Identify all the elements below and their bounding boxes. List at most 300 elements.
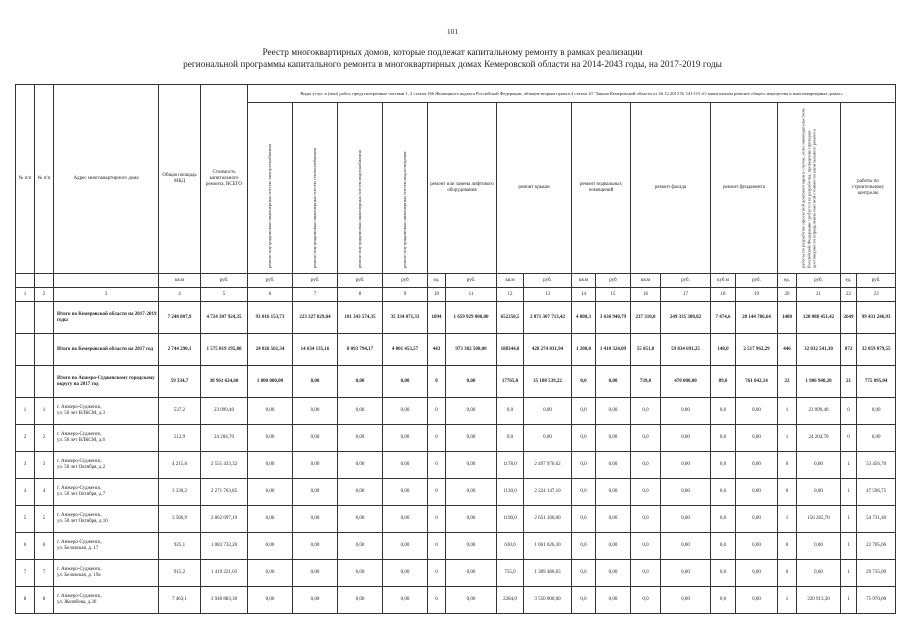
row-cell: 0,00	[736, 506, 778, 533]
row-cell: 0,00	[736, 425, 778, 452]
total-cell: 872	[841, 334, 857, 366]
total-cell: 1 410 324,09	[596, 334, 631, 366]
row-cell: 0,0	[631, 479, 661, 506]
register-table	[15, 84, 896, 614]
row-cell: 0,00	[596, 506, 631, 533]
row-cell: 0	[841, 425, 857, 452]
row-cell: 0,00	[293, 425, 338, 452]
header-foundation: ремонт фундамента	[711, 103, 778, 274]
row-cell: 0,0	[711, 560, 736, 587]
column-number: 8	[338, 288, 383, 302]
header-heating: ремонт внутридомовых инженерных систем теплоснабжения	[293, 103, 338, 274]
total-cell: 470 000,00	[661, 366, 711, 398]
row-cell: 53 456,70	[857, 452, 896, 479]
total-cell: 0,0	[572, 366, 596, 398]
row-number-2: 8	[35, 587, 54, 614]
total-cell: 55 051,8	[631, 334, 661, 366]
unit-cell: руб.	[524, 274, 572, 288]
row-cell: 2 271 763,85	[201, 479, 248, 506]
row-cell: 0,00	[661, 533, 711, 560]
row-cell: 0,00	[661, 398, 711, 425]
row-address	[54, 587, 159, 614]
total-cell: 4 800,3	[572, 302, 596, 334]
row-cell: 0,00	[293, 587, 338, 614]
total-cell: 761 042,14	[736, 366, 778, 398]
row-number: 4	[16, 479, 35, 506]
total-cell: 0	[428, 366, 446, 398]
total-row	[16, 302, 896, 334]
row-number: 1	[16, 398, 35, 425]
total-cell: 32 059 079,55	[857, 334, 896, 366]
row-cell: 0,00	[248, 452, 293, 479]
row-cell: 0,00	[797, 533, 841, 560]
header-cost: Стоимость капитального ремонта, ВСЕГО	[201, 85, 248, 274]
row-cell: 0,00	[383, 533, 428, 560]
row-cell: 0,00	[338, 452, 383, 479]
row-cell: 0,00	[248, 398, 293, 425]
row-cell: 4 215,8	[159, 452, 201, 479]
row-cell: 0,00	[446, 533, 497, 560]
row-address-city: г. Анжеро-Судженск,	[57, 432, 102, 437]
row-address-city: г. Анжеро-Судженск,	[57, 594, 102, 599]
row-cell: 0,0	[497, 398, 524, 425]
total-cell: 89,0	[711, 366, 736, 398]
column-number: 5	[201, 288, 248, 302]
column-number: 18	[711, 288, 736, 302]
row-cell: 0	[778, 533, 797, 560]
row-cell: 915,2	[159, 560, 201, 587]
row-cell: 1178,0	[497, 452, 524, 479]
unit-cell: руб.	[338, 274, 383, 288]
total-cell: 4 724 307 924,35	[201, 302, 248, 334]
row-number-2: 3	[35, 452, 54, 479]
column-number: 21	[797, 288, 841, 302]
row-number: 3	[16, 452, 35, 479]
row-cell: 0,00	[661, 560, 711, 587]
row-cell: 1 419 221,03	[201, 560, 248, 587]
row-cell: 0,0	[711, 533, 736, 560]
total-cell: 1094	[428, 302, 446, 334]
row-cell: 0,00	[338, 560, 383, 587]
row-cell: 0,0	[711, 398, 736, 425]
row-cell: 0,00	[736, 398, 778, 425]
column-number: 7	[293, 288, 338, 302]
row-cell: 0	[428, 560, 446, 587]
row-cell: 2 551 433,32	[201, 452, 248, 479]
row-cell: 0,00	[446, 560, 497, 587]
row-cell: 1	[778, 425, 797, 452]
row-cell: 0,00	[248, 587, 293, 614]
header-basement: ремонт подвальных помещений	[572, 103, 631, 274]
row-number-2: 7	[35, 560, 54, 587]
row-cell: 0,00	[736, 533, 778, 560]
row-cell: 0,00	[446, 587, 497, 614]
row-cell: 0,00	[338, 587, 383, 614]
header-works-group: Виды услуг и (или) работ, предусмотренные частями 1, 2 статьи 166 Жилищного кодекса Российской Федерации, абзацем вторым пункта 4 статьи 10 "Закона Кемеровской области от 26.12.2013 № 141-ОЗ «О капитальном ремонте общего имущества в многоквартирных домах»	[248, 85, 896, 103]
row-cell: 0,00	[383, 560, 428, 587]
total-cell: 739,0	[631, 366, 661, 398]
row-cell: 0,00	[248, 533, 293, 560]
total-cell: 2 071 307 713,42	[524, 302, 572, 334]
page-title	[0, 47, 905, 71]
total-cell: 223 327 829,04	[293, 302, 338, 334]
row-cell: 0,00	[797, 560, 841, 587]
unit-cell: ед.	[428, 274, 446, 288]
row-cell: 0,00	[383, 506, 428, 533]
column-number: 2	[35, 288, 54, 302]
total-label: Итого по Кемеровской области на 2017-2019 годы	[54, 302, 159, 334]
row-cell: 0,0	[631, 587, 661, 614]
total-cell: 93 016 153,73	[248, 302, 293, 334]
header-electric: ремонт внутридомовых инженерных систем электроснабжения	[248, 103, 293, 274]
row-cell: 0,0	[711, 479, 736, 506]
row-address	[54, 506, 159, 533]
total-cell: 35 188 539,22	[524, 366, 572, 398]
row-cell: 0,00	[596, 587, 631, 614]
row-cell: 0,0	[711, 452, 736, 479]
row-number: 5	[16, 506, 35, 533]
header-design-docs: работы по разработке проектной документации в случае, если законодательством Российской Федерации требуется ее разработка, проведение проверки достоверности определения сметной стоимости капитального ремонта	[778, 103, 841, 274]
total-cell: 973 302 500,00	[446, 334, 497, 366]
row-cell: 0,00	[797, 479, 841, 506]
row-cell: 0	[428, 506, 446, 533]
row-cell: 0,0	[572, 452, 596, 479]
row-cell: 0,00	[293, 506, 338, 533]
total-cell: 2 744 290,1	[159, 334, 201, 366]
total-cell: 237 310,8	[631, 302, 661, 334]
row-cell: 0,00	[383, 587, 428, 614]
total-cell: 17765,0	[497, 366, 524, 398]
total-cell: 0,00	[293, 366, 338, 398]
row-cell: 0,00	[661, 479, 711, 506]
total-cell: 1 659 929 000,00	[446, 302, 497, 334]
row-cell: 23 099,40	[797, 398, 841, 425]
unit-cell: руб.	[736, 274, 778, 288]
row-address-street: ул. 50 лет ВЛКСМ, д.6	[57, 438, 105, 443]
header-control: работы по строительному контролю	[841, 103, 896, 274]
row-cell: 0,0	[572, 479, 596, 506]
row-cell: 630,0	[497, 533, 524, 560]
row-cell: 0,0	[572, 560, 596, 587]
row-cell: 0,0	[631, 506, 661, 533]
row-cell: 1190,0	[497, 506, 524, 533]
row-cell: 1 061 026,30	[524, 533, 572, 560]
row-cell: 0,00	[596, 398, 631, 425]
unit-cell: куб.м	[711, 274, 736, 288]
row-cell: 0	[428, 425, 446, 452]
row-cell: 0,00	[661, 506, 711, 533]
row-cell: 0,0	[711, 425, 736, 452]
row-cell: 0,0	[497, 425, 524, 452]
total-cell: 0,00	[446, 366, 497, 398]
header-num-pp: № п/п	[16, 85, 35, 274]
title-line-2: региональной программы капитального ремонта в многоквартирных домах Кемеровской области на 2014-2043 годы, на 2017-2019 годы	[183, 60, 722, 70]
row-cell: 0,00	[446, 506, 497, 533]
column-number: 14	[572, 288, 596, 302]
row-cell: 0,00	[857, 425, 896, 452]
total-cell: 446	[778, 334, 797, 366]
row-cell: 0	[778, 479, 797, 506]
row-cell: 1	[841, 479, 857, 506]
row-address-street: ул. Беловская, д. 17	[57, 546, 99, 551]
column-number: 20	[778, 288, 797, 302]
column-number: 6	[248, 288, 293, 302]
row-cell: 29 735,00	[857, 560, 896, 587]
row-cell: 0,0	[631, 398, 661, 425]
column-number: 1	[16, 288, 35, 302]
column-number: 17	[661, 288, 711, 302]
row-address	[54, 425, 159, 452]
total-label: Итого по Кемеровской области на 2017 год	[54, 334, 159, 366]
row-cell: 1 389 486,03	[524, 560, 572, 587]
total-cell: 1 200,0	[572, 334, 596, 366]
column-number: 12	[497, 288, 524, 302]
column-number: 13	[524, 288, 572, 302]
total-cell: 0,00	[596, 366, 631, 398]
row-cell: 1	[778, 398, 797, 425]
row-cell: 0,00	[524, 425, 572, 452]
row-cell: 0,00	[446, 425, 497, 452]
header-facade: ремонт фасада	[631, 103, 711, 274]
row-cell: 0,00	[383, 425, 428, 452]
total-cell: 428 274 031,94	[524, 334, 572, 366]
row-cell: 1	[778, 587, 797, 614]
row-number: 8	[16, 587, 35, 614]
header-area: Общая площадь МКД	[159, 85, 201, 274]
column-number: 19	[736, 288, 778, 302]
total-cell: 1 800 000,00	[248, 366, 293, 398]
row-address-street: ул. Беловская, д. 19а	[57, 573, 101, 578]
unit-cell: кв.м	[631, 274, 661, 288]
row-cell: 2 497 976,62	[524, 452, 572, 479]
total-cell: 21	[841, 366, 857, 398]
row-cell: 0,0	[711, 587, 736, 614]
row-address-street: ул. 50 лет Октября, д.2	[57, 465, 106, 470]
header-sewerage: ремонт внутридомовых инженерных систем водоотведения	[383, 103, 428, 274]
column-number: 4	[159, 288, 201, 302]
row-cell: 0	[428, 587, 446, 614]
row-cell: 7 463,1	[159, 587, 201, 614]
row-number: 2	[16, 425, 35, 452]
row-address-city: г. Анжеро-Судженск,	[57, 540, 102, 545]
column-number: 23	[857, 288, 896, 302]
row-cell: 0,00	[338, 425, 383, 452]
unit-cell: руб.	[797, 274, 841, 288]
row-cell: 0,00	[338, 479, 383, 506]
row-cell: 3 330,2	[159, 479, 201, 506]
row-cell: 3 946 883,30	[201, 587, 248, 614]
table-row	[16, 452, 896, 479]
row-cell: 0	[428, 533, 446, 560]
table-row	[16, 398, 896, 425]
total-cell: 1 986 940,20	[797, 366, 841, 398]
row-cell: 1 083 732,20	[201, 533, 248, 560]
row-cell: 0,0	[631, 560, 661, 587]
table-row	[16, 425, 896, 452]
total-cell: 652350,5	[497, 302, 524, 334]
row-cell: 2 651 100,00	[524, 506, 572, 533]
row-address	[54, 533, 159, 560]
row-cell: 2 862 097,19	[201, 506, 248, 533]
row-cell: 0,0	[572, 533, 596, 560]
row-address-city: г. Анжеро-Судженск,	[57, 405, 102, 410]
row-number: 6	[16, 533, 35, 560]
row-cell: 0,00	[383, 479, 428, 506]
column-number: 10	[428, 288, 446, 302]
total-cell: 101 343 574,35	[338, 302, 383, 334]
page-number: 101	[446, 27, 459, 36]
row-cell: 0,0	[572, 506, 596, 533]
totals-section	[16, 302, 896, 398]
header-address: Адрес многоквартирного дома	[54, 85, 159, 274]
header-roof: ремонт крыши	[497, 103, 572, 274]
total-cell: 775 095,04	[857, 366, 896, 398]
row-address	[54, 479, 159, 506]
row-cell: 2284,0	[497, 587, 524, 614]
row-cell: 1	[841, 533, 857, 560]
row-cell: 537,2	[159, 398, 201, 425]
row-cell: 0,00	[797, 452, 841, 479]
title-line-1: Реестр многоквартирных домов, которые подлежат капитальному ремонту в рамках реализации	[262, 48, 643, 58]
row-cell: 0,00	[596, 533, 631, 560]
row-cell: 75 970,00	[857, 587, 896, 614]
column-number: 9	[383, 288, 428, 302]
row-cell: 0	[778, 560, 797, 587]
total-cell: 99 431 246,93	[857, 302, 896, 334]
unit-cell: руб.	[446, 274, 497, 288]
row-cell: 0,00	[596, 452, 631, 479]
row-cell: 925,1	[159, 533, 201, 560]
row-cell: 54 731,40	[857, 506, 896, 533]
unit-cell: ед.	[778, 274, 797, 288]
row-address-street: ул. 50 лет ВЛКСМ, д.3	[57, 411, 105, 416]
row-cell: 0,00	[383, 452, 428, 479]
row-cell: 0	[778, 452, 797, 479]
row-cell: 0,00	[383, 398, 428, 425]
row-cell: 1	[778, 506, 797, 533]
table-row	[16, 506, 896, 533]
total-cell: 38 961 624,60	[201, 366, 248, 398]
row-cell: 3 550 000,00	[524, 587, 572, 614]
total-cell: 24 026 561,34	[248, 334, 293, 366]
total-cell: 59 834 691,25	[661, 334, 711, 366]
unit-cell: кв.м	[572, 274, 596, 288]
total-cell: 8 093 794,17	[338, 334, 383, 366]
row-cell: 0,00	[736, 560, 778, 587]
row-cell: 0,0	[572, 398, 596, 425]
row-address	[54, 560, 159, 587]
row-cell: 0,00	[524, 398, 572, 425]
row-number-2: 1	[35, 398, 54, 425]
row-cell: 0,00	[736, 452, 778, 479]
row-cell: 0,00	[736, 479, 778, 506]
header-water: ремонт внутридомовых инженерных систем водоснабжения	[338, 103, 383, 274]
row-cell: 0,00	[293, 452, 338, 479]
row-cell: 0,00	[338, 398, 383, 425]
total-cell: 7 474,6	[711, 302, 736, 334]
total-cell: 59 334,7	[159, 366, 201, 398]
table-row	[16, 479, 896, 506]
row-number-2: 4	[35, 479, 54, 506]
row-cell: 0,00	[446, 479, 497, 506]
total-cell: 148,0	[711, 334, 736, 366]
row-cell: 0	[841, 398, 857, 425]
column-number: 11	[446, 288, 497, 302]
column-number: 15	[596, 288, 631, 302]
row-address-city: г. Анжеро-Судженск,	[57, 459, 102, 464]
row-cell: 0,0	[572, 587, 596, 614]
row-cell: 24 204,70	[797, 425, 841, 452]
row-number-2: 5	[35, 506, 54, 533]
total-cell: 249 335 380,82	[661, 302, 711, 334]
unit-cell: ед.	[841, 274, 857, 288]
unit-cell: руб.	[857, 274, 896, 288]
row-address-city: г. Анжеро-Судженск,	[57, 567, 102, 572]
row-cell: 47 596,75	[857, 479, 896, 506]
column-number: 3	[54, 288, 159, 302]
row-cell: 0,00	[661, 452, 711, 479]
row-cell: 0,0	[631, 533, 661, 560]
row-cell: 3 580,9	[159, 506, 201, 533]
row-cell: 2 224 147,10	[524, 479, 572, 506]
row-cell: 0,0	[631, 425, 661, 452]
row-address-city: г. Анжеро-Судженск,	[57, 513, 102, 518]
total-cell: 22	[778, 366, 797, 398]
unit-cell: руб.	[293, 274, 338, 288]
header-row-group	[16, 85, 896, 103]
row-cell: 1	[841, 506, 857, 533]
row-cell: 0,0	[631, 452, 661, 479]
unit-cell: руб.	[661, 274, 711, 288]
row-cell: 512,9	[159, 425, 201, 452]
row-cell: 1130,0	[497, 479, 524, 506]
row-cell: 1	[841, 560, 857, 587]
unit-cell: кв.м	[497, 274, 524, 288]
table-row	[16, 587, 896, 614]
row-cell: 0,00	[661, 587, 711, 614]
row-cell: 0,00	[293, 398, 338, 425]
total-cell: 443	[428, 334, 446, 366]
total-cell: 20 144 786,64	[736, 302, 778, 334]
row-cell: 0,00	[736, 587, 778, 614]
unit-cell: руб	[596, 274, 631, 288]
total-cell: 0,00	[338, 366, 383, 398]
row-number-2: 6	[35, 533, 54, 560]
row-cell: 0,00	[293, 479, 338, 506]
row-cell: 0,00	[446, 398, 497, 425]
row-cell: 320 913,30	[797, 587, 841, 614]
total-row	[16, 334, 896, 366]
total-label: Итого по Анжеро-Судженскому городскому округу на 2017 год	[54, 366, 159, 398]
row-cell: 0,00	[338, 506, 383, 533]
total-cell: 35 334 071,33	[383, 302, 428, 334]
row-cell: 1	[841, 587, 857, 614]
row-cell: 0,00	[596, 479, 631, 506]
row-cell: 0,00	[293, 560, 338, 587]
row-address	[54, 452, 159, 479]
total-cell: 0,00	[383, 366, 428, 398]
row-cell: 0	[428, 479, 446, 506]
units-row	[16, 274, 896, 288]
total-cell: 188344,8	[497, 334, 524, 366]
unit-cell: кв.м	[159, 274, 201, 288]
header-num-pp-2: № п/п	[35, 85, 54, 274]
row-cell: 0,00	[596, 560, 631, 587]
row-address	[54, 398, 159, 425]
total-row	[16, 366, 896, 398]
unit-cell: руб.	[201, 274, 248, 288]
row-cell: 0,00	[857, 398, 896, 425]
